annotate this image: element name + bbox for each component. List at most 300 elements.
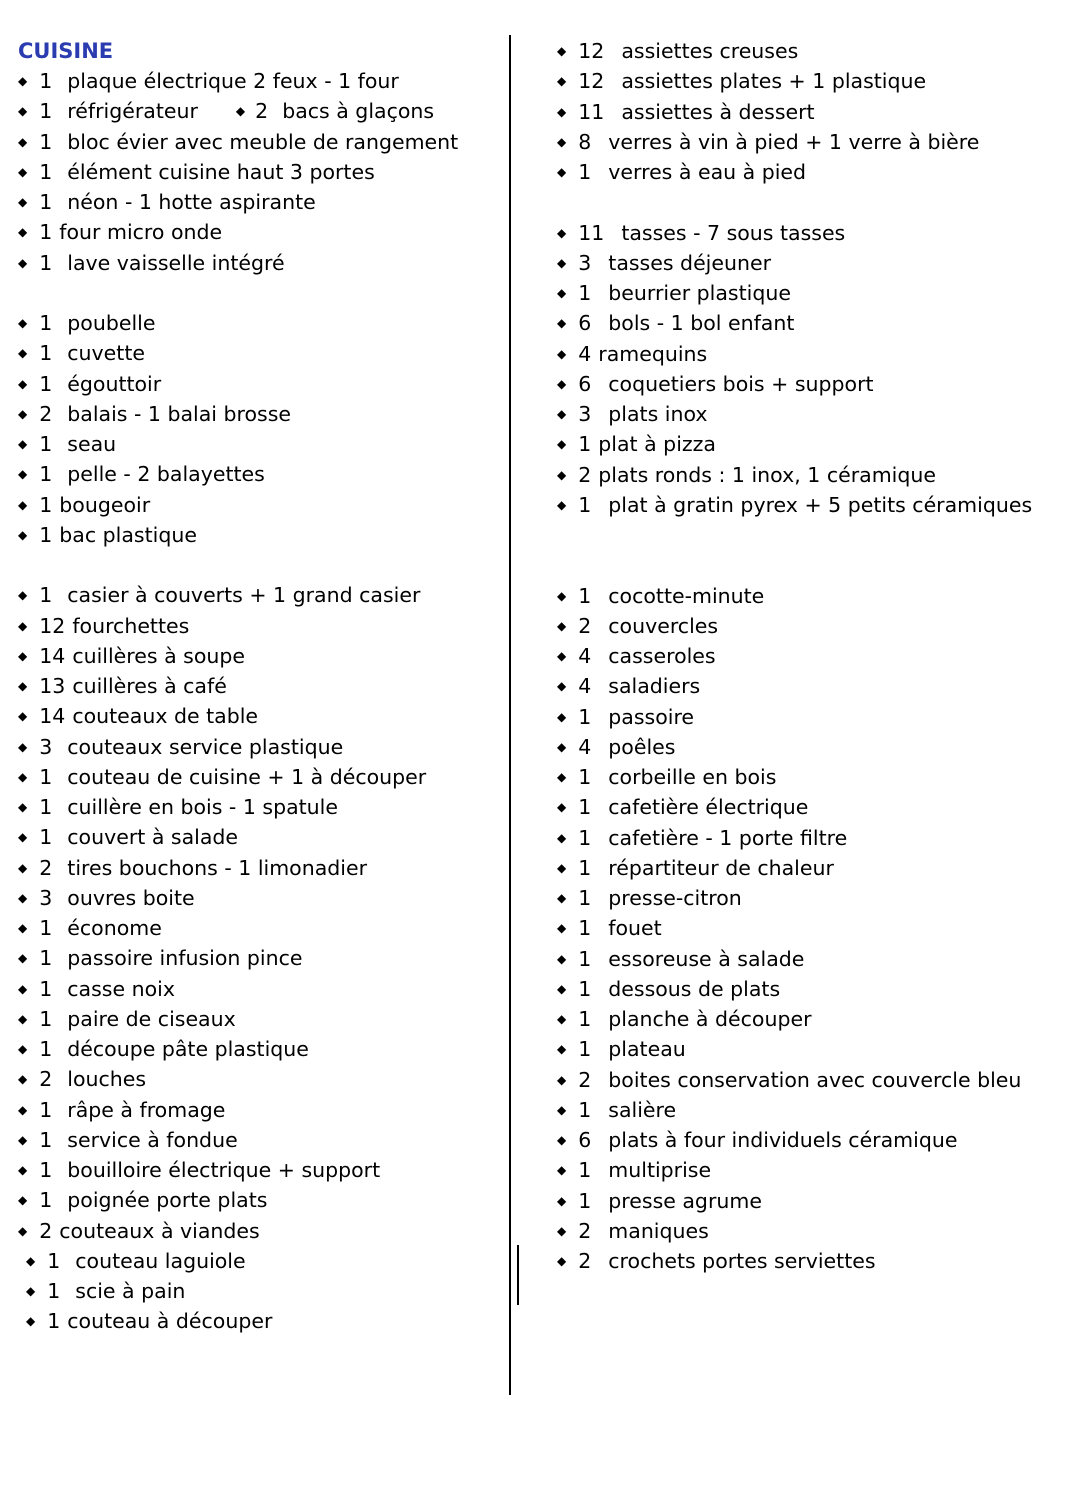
list-item: [18, 883, 195, 913]
bullet-icon: ◆: [557, 467, 567, 482]
item-quantity: 2: [39, 1218, 53, 1243]
item-quantity: 4: [578, 674, 592, 699]
item-quantity: 1: [39, 371, 53, 396]
bullet-icon: ◆: [18, 709, 28, 724]
bullet-icon: ◆: [557, 951, 567, 966]
bullet-icon: ◆: [18, 921, 28, 935]
item-label: assiettes à dessert: [621, 99, 815, 124]
bullet-icon: ◆: [557, 134, 567, 149]
list-item: [557, 429, 716, 459]
list-item: [18, 1095, 225, 1125]
item-label: maniques: [608, 1218, 709, 1243]
list-item: [557, 369, 874, 399]
bullet-icon: ◆: [18, 195, 28, 209]
item-quantity: 1: [39, 159, 53, 184]
list-item: [18, 671, 227, 701]
bullet-icon: ◆: [18, 527, 28, 542]
item-label: poignée porte plats: [67, 1188, 268, 1213]
list-item: [18, 611, 189, 641]
bullet-icon: ◆: [18, 890, 28, 905]
item-quantity: 1: [39, 1037, 53, 1061]
item-quantity: 1: [39, 795, 53, 819]
bullet-icon: ◆: [18, 1163, 28, 1177]
item-label: élément cuisine haut 3 portes: [67, 159, 375, 184]
list-item: [18, 490, 150, 520]
list-item: [557, 641, 716, 671]
bullet-icon: ◆: [557, 1193, 567, 1208]
item-quantity: 1: [47, 1309, 61, 1334]
bullet-icon: ◆: [18, 164, 28, 179]
item-quantity: 1: [578, 886, 592, 910]
item-quantity: 1: [578, 1188, 592, 1213]
item-quantity: 1: [39, 825, 53, 850]
item-quantity: 8: [578, 129, 592, 154]
list-item: [557, 97, 815, 127]
item-quantity: 4: [578, 644, 592, 668]
list-item: [557, 248, 771, 278]
item-label: coquetiers bois + support: [608, 371, 874, 396]
list-item: [18, 127, 458, 157]
bullet-icon: ◆: [557, 376, 567, 391]
list-item: [557, 1246, 876, 1276]
list-item: [18, 520, 197, 550]
bullet-icon: ◆: [557, 649, 567, 663]
item-label: plat à gratin pyrex + 5 petits céramiques: [608, 492, 1033, 517]
item-label: crochets portes serviettes: [608, 1249, 876, 1273]
item-quantity: 1: [578, 583, 592, 608]
item-quantity: 1: [47, 1248, 61, 1273]
item-label: presse-citron: [608, 886, 742, 910]
item-quantity: 2: [578, 1067, 592, 1092]
item-label: verres à vin à pied + 1 verre à bière: [608, 129, 980, 154]
item-label: four micro onde: [59, 220, 223, 245]
list-item: [557, 883, 742, 913]
bullet-icon: ◆: [557, 1223, 567, 1238]
bullet-icon: ◆: [557, 800, 567, 815]
list-item: [557, 913, 662, 943]
bullet-icon: ◆: [557, 1042, 567, 1057]
list-item: [18, 429, 116, 459]
list-item: [18, 338, 145, 368]
item-quantity: 1: [578, 795, 592, 820]
item-label: casse noix: [67, 976, 175, 1001]
item-label: couteaux à viandes: [59, 1218, 260, 1243]
item-quantity: 1: [578, 976, 592, 1001]
item-label: fourchettes: [72, 613, 190, 638]
item-quantity: 2: [39, 401, 53, 426]
bullet-icon: ◆: [18, 134, 28, 149]
item-label: assiettes plates + 1 plastique: [621, 69, 927, 94]
list-item: [18, 1034, 309, 1064]
list-item: [18, 459, 265, 489]
bullet-icon: ◆: [18, 467, 28, 482]
item-label: service à fondue: [67, 1127, 238, 1152]
item-quantity: 1: [578, 281, 592, 305]
item-quantity: 3: [39, 734, 53, 759]
item-label: bouilloire électrique + support: [67, 1158, 381, 1182]
bullet-icon: ◆: [557, 316, 567, 331]
bullet-icon: ◆: [18, 346, 28, 361]
item-label: casseroles: [608, 644, 716, 668]
item-quantity: 12: [578, 69, 605, 94]
list-item: [18, 157, 375, 187]
bullet-icon: ◆: [18, 316, 28, 330]
item-label: planche à découper: [608, 1007, 812, 1031]
list-item: [18, 308, 155, 338]
bullet-icon: ◆: [18, 1223, 28, 1238]
column-divider-short: [517, 1245, 519, 1305]
item-quantity: 2: [578, 613, 592, 638]
bullet-icon: ◆: [18, 1042, 28, 1056]
item-label: cuillères à café: [72, 674, 227, 698]
item-quantity: 1: [39, 129, 53, 154]
bullet-icon: ◆: [18, 769, 28, 784]
item-quantity: 6: [578, 1128, 592, 1152]
bullet-icon: ◆: [18, 104, 28, 119]
bullet-icon: ◆: [557, 255, 567, 270]
list-item: [557, 36, 798, 66]
list-item: [18, 913, 162, 943]
item-quantity: 13: [39, 674, 66, 698]
bullet-icon: ◆: [557, 74, 567, 89]
list-item: [557, 308, 794, 338]
item-quantity: 1: [578, 1007, 592, 1031]
item-label: casier à couverts + 1 grand casier: [67, 583, 421, 608]
item-label: cuvette: [67, 341, 145, 366]
list-item: [18, 853, 367, 883]
bullet-icon: ◆: [18, 618, 28, 633]
item-quantity: 1: [39, 220, 53, 245]
list-item: [557, 218, 845, 248]
item-label: lave vaisselle intégré: [67, 250, 285, 275]
item-quantity: 2: [578, 1249, 592, 1273]
item-label: égouttoir: [67, 371, 162, 396]
item-quantity: 2: [578, 462, 592, 487]
item-quantity: 1: [39, 69, 53, 93]
bullet-icon: ◆: [557, 588, 567, 603]
list-item: [557, 1186, 762, 1216]
list-item: [18, 641, 245, 671]
item-label: balais - 1 balai brosse: [67, 401, 292, 426]
item-quantity: 1: [39, 1097, 53, 1122]
list-item: [557, 490, 1032, 520]
item-label: presse agrume: [608, 1188, 762, 1213]
bullet-icon: ◆: [557, 1012, 567, 1026]
list-item: [557, 1125, 957, 1155]
item-quantity: 1: [39, 1127, 53, 1152]
bullet-icon: ◆: [18, 255, 28, 270]
item-quantity: 1: [39, 1158, 53, 1182]
item-quantity: 1: [578, 765, 592, 789]
bullet-icon: ◆: [557, 437, 567, 452]
bullet-icon: ◆: [26, 1284, 36, 1298]
bullet-icon: ◆: [557, 286, 567, 300]
item-label: couteaux de table: [72, 704, 259, 729]
item-quantity: 1: [39, 522, 53, 547]
item-quantity: 1: [578, 946, 592, 971]
item-label: beurrier plastique: [608, 281, 791, 305]
item-quantity: 14: [39, 704, 66, 729]
bullet-icon: ◆: [18, 830, 28, 845]
item-label: passoire infusion pince: [67, 946, 303, 971]
list-item: [557, 339, 707, 369]
list-item: [18, 732, 343, 762]
bullet-icon: ◆: [26, 1314, 36, 1329]
item-label: saladiers: [608, 674, 701, 699]
bullet-icon: ◆: [557, 346, 567, 361]
item-label: couteaux service plastique: [67, 734, 344, 759]
item-quantity: 14: [39, 643, 66, 668]
bullet-icon: ◆: [18, 588, 28, 603]
bullet-icon: ◆: [557, 891, 567, 905]
list-item: [557, 1216, 709, 1246]
list-item: [18, 792, 338, 822]
list-item: [18, 1125, 238, 1155]
bullet-icon: ◆: [557, 1072, 567, 1087]
list-item: [557, 823, 847, 853]
list-item: [557, 732, 675, 762]
item-label: cuillères à soupe: [72, 643, 245, 668]
bullet-icon: ◆: [557, 739, 567, 754]
item-label: plaque électrique 2 feux - 1 four: [67, 69, 399, 93]
item-label: tasses déjeuner: [608, 250, 772, 275]
list-item: [18, 701, 258, 731]
item-quantity: 3: [578, 402, 592, 426]
item-quantity: 1: [578, 1158, 592, 1183]
item-quantity: 1: [578, 432, 592, 457]
item-quantity: 11: [578, 220, 605, 245]
item-label: plats à four individuels céramique: [608, 1128, 958, 1152]
bullet-icon: ◆: [557, 830, 567, 845]
item-quantity: 1: [578, 825, 592, 850]
bullet-icon: ◆: [557, 1133, 567, 1147]
list-item: [18, 399, 291, 429]
list-item: [18, 762, 426, 792]
item-quantity: 1: [578, 704, 592, 729]
item-label: essoreuse à salade: [608, 946, 805, 971]
item-label: pelle - 2 balayettes: [67, 462, 265, 487]
item-quantity: 11: [578, 99, 605, 124]
list-item: [18, 1185, 267, 1215]
bullet-icon: ◆: [557, 981, 567, 996]
bullet-icon: ◆: [26, 1253, 36, 1268]
item-label: couteau de cuisine + 1 à découper: [67, 764, 427, 789]
item-label: ramequins: [598, 341, 708, 366]
bullet-icon: ◆: [557, 497, 567, 512]
item-quantity: 1: [39, 976, 53, 1001]
list-item: [18, 217, 222, 247]
bullet-icon: ◆: [557, 1163, 567, 1178]
bullet-icon: ◆: [18, 800, 28, 814]
item-label: cafetière - 1 porte filtre: [608, 825, 848, 850]
item-quantity: 1: [39, 916, 53, 940]
bullet-icon: ◆: [557, 709, 567, 724]
item-label: bacs à glaçons: [282, 99, 435, 124]
bullet-icon: ◆: [18, 1102, 28, 1117]
item-label: ouvres boite: [67, 885, 195, 910]
list-item: [557, 702, 694, 732]
item-label: louches: [67, 1067, 147, 1092]
bullet-icon: ◆: [557, 618, 567, 633]
list-item: [557, 611, 718, 641]
list-item: [18, 248, 285, 278]
list-item: [18, 1155, 380, 1185]
bullet-icon: ◆: [557, 407, 567, 421]
item-label: multiprise: [608, 1158, 712, 1183]
item-label: fouet: [608, 916, 662, 941]
list-item: [557, 792, 808, 822]
item-label: couteau laguiole: [75, 1248, 246, 1273]
list-item: [18, 580, 420, 610]
item-label: économe: [67, 916, 162, 940]
bullet-icon: ◆: [557, 921, 567, 936]
item-label: paire de ciseaux: [67, 1006, 236, 1031]
item-quantity: 1: [39, 583, 53, 608]
bullet-icon: ◆: [18, 860, 28, 875]
item-label: néon - 1 hotte aspirante: [67, 190, 316, 214]
bullet-icon: ◆: [557, 44, 567, 58]
item-label: dessous de plats: [608, 976, 781, 1001]
bullet-icon: ◆: [18, 376, 28, 391]
item-label: corbeille en bois: [608, 765, 777, 789]
item-quantity: 2: [39, 855, 53, 880]
item-label: assiettes creuses: [621, 39, 799, 63]
item-quantity: 12: [578, 39, 605, 63]
item-label: bac plastique: [59, 522, 197, 547]
item-label: plateau: [608, 1037, 686, 1062]
item-quantity: 6: [578, 371, 592, 396]
item-quantity: 1: [578, 492, 592, 517]
bullet-icon: ◆: [18, 981, 28, 996]
bullet-icon: ◆: [18, 1011, 28, 1026]
item-quantity: 1: [39, 1188, 53, 1213]
bullet-icon: ◆: [557, 225, 567, 240]
item-quantity: 12: [39, 613, 66, 638]
item-quantity: 1: [39, 1006, 53, 1031]
bullet-icon: ◆: [18, 74, 28, 88]
list-item: [18, 943, 302, 973]
item-label: cuillère en bois - 1 spatule: [67, 795, 338, 819]
bullet-icon: ◆: [557, 1102, 567, 1117]
bullet-icon: ◆: [18, 497, 28, 512]
item-quantity: 1: [39, 341, 53, 366]
list-item: [557, 127, 979, 157]
list-item: [18, 96, 434, 126]
item-quantity: 1: [578, 1097, 592, 1122]
item-label: répartiteur de chaleur: [608, 855, 834, 880]
item-quantity: 1: [39, 462, 53, 487]
item-quantity: 1: [39, 432, 53, 456]
bullet-icon: ◆: [18, 648, 28, 663]
list-item: [557, 66, 926, 96]
item-quantity: 2: [39, 1067, 53, 1092]
item-label: couvert à salade: [67, 825, 239, 850]
list-item: [557, 157, 806, 187]
item-quantity: 4: [578, 734, 592, 759]
list-item: [557, 399, 708, 429]
item-label: tires bouchons - 1 limonadier: [67, 855, 368, 880]
item-label: scie à pain: [75, 1279, 186, 1303]
bullet-icon: ◆: [557, 860, 567, 875]
list-item: [557, 581, 764, 611]
list-item: [557, 762, 776, 792]
item-label: découpe pâte plastique: [67, 1037, 309, 1061]
bullet-icon: ◆: [18, 1072, 28, 1087]
item-quantity: 1: [47, 1279, 61, 1303]
list-item: [557, 853, 834, 883]
item-quantity: 1: [39, 190, 53, 214]
list-item: [557, 1034, 686, 1064]
item-label: salière: [608, 1097, 677, 1122]
item-label: poubelle: [67, 311, 156, 335]
bullet-icon: ◆: [557, 1254, 567, 1268]
bullet-icon: ◆: [18, 437, 28, 451]
list-item: [18, 1216, 260, 1246]
bullet-icon: ◆: [18, 225, 28, 240]
list-item: [18, 1064, 146, 1094]
list-item: [26, 1246, 246, 1276]
list-item: [18, 1004, 236, 1034]
item-label: boites conservation avec couvercle bleu: [608, 1067, 1022, 1092]
item-label: plats ronds : 1 inox, 1 céramique: [598, 462, 936, 487]
bullet-icon: ◆: [18, 951, 28, 966]
list-item: [18, 974, 175, 1004]
item-label: verres à eau à pied: [608, 160, 807, 184]
item-quantity: 1: [39, 311, 53, 335]
item-quantity: 1: [39, 99, 53, 124]
list-item: [557, 974, 780, 1004]
item-quantity: 1: [39, 250, 53, 275]
list-item: [18, 187, 316, 217]
item-quantity: 1: [39, 946, 53, 971]
list-item: [26, 1306, 272, 1336]
list-item: [18, 822, 238, 852]
item-quantity: 1: [39, 764, 53, 789]
bullet-icon: ◆: [18, 1193, 28, 1208]
bullet-icon: ◆: [18, 1132, 28, 1147]
item-quantity: 6: [578, 311, 592, 336]
item-label: seau: [67, 432, 117, 456]
bullet-icon: ◆: [235, 104, 246, 119]
item-quantity: 1: [578, 916, 592, 941]
item-quantity: 1: [578, 855, 592, 880]
list-item: [557, 1155, 711, 1185]
item-quantity: 3: [39, 885, 53, 910]
item-quantity: 3: [578, 250, 592, 275]
bullet-icon: ◆: [18, 739, 28, 754]
item-quantity: 1: [578, 160, 592, 184]
item-label: plat à pizza: [598, 432, 716, 457]
item-label: cocotte-minute: [608, 583, 765, 608]
item-label: réfrigérateur: [67, 99, 198, 124]
item-label: râpe à fromage: [67, 1097, 226, 1122]
bullet-icon: ◆: [557, 770, 567, 784]
list-item: [557, 460, 936, 490]
bullet-icon: ◆: [18, 679, 28, 693]
bullet-icon: ◆: [557, 679, 567, 694]
item-label: bloc évier avec meuble de rangement: [67, 129, 459, 154]
item-quantity: 1: [39, 492, 53, 517]
list-item: [18, 66, 399, 96]
item-label: plats inox: [608, 402, 708, 426]
item-quantity: 2: [255, 99, 269, 124]
item-label: bougeoir: [59, 492, 151, 517]
list-item: [18, 369, 161, 399]
bullet-icon: ◆: [557, 165, 567, 179]
bullet-icon: ◆: [18, 406, 28, 421]
item-label: tasses - 7 sous tasses: [621, 220, 846, 245]
list-item: [557, 944, 804, 974]
